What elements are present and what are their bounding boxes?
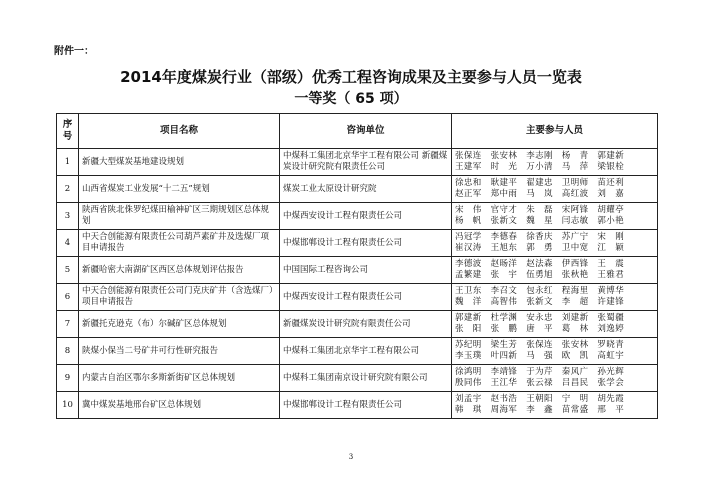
- table-row: [57, 338, 658, 365]
- participants-line: 徐鸿明 李靖锋 于为芹 秦风广 孙光辉: [455, 367, 625, 377]
- participants-line: 刘孟宇 赵书浩 王朝阳 宁 明 胡先霞: [455, 394, 625, 404]
- participants-line: 王建军 时 光 万小清 马 萍 梁银栓: [455, 162, 625, 172]
- table-row: [57, 365, 658, 392]
- table-row: [57, 284, 658, 311]
- table-row: [57, 311, 658, 338]
- participants-line: 冯冠学 李德春 徐香庆 苏广宁 宋 刚: [455, 232, 625, 242]
- row-number: 2: [57, 176, 79, 203]
- participants: [452, 392, 658, 419]
- participants: [452, 257, 658, 284]
- participants-line: 殷同伟 王江华 张云禄 吕昌民 张学会: [455, 378, 625, 388]
- project-name: 陕煤小保当二号矿井可行性研究报告: [79, 338, 280, 365]
- consulting-unit: 新疆煤炭设计研究院有限责任公司: [280, 311, 452, 338]
- row-number: 9: [57, 365, 79, 392]
- participants-line: 郭建新 杜学渊 安永忠 刘建新 张蜀疆: [455, 313, 625, 323]
- consulting-unit: 中国国际工程咨询公司: [280, 257, 452, 284]
- table-row: [57, 203, 658, 230]
- table-row: [57, 230, 658, 257]
- project-name: 冀中煤炭基地邢台矿区总体规划: [79, 392, 280, 419]
- row-number: 8: [57, 338, 79, 365]
- participants-line: 孟繁建 张 宇 伍勇旭 张秋艳 王雅君: [455, 270, 625, 280]
- project-name: 内蒙古自治区鄂尔多斯新街矿区总体规划: [79, 365, 280, 392]
- participants-line: 杨 帆 张新文 魏 星 闫志敏 郭小艳: [455, 216, 625, 226]
- participants-line: 李德波 赵旸洋 赵法森 伊西锋 王 震: [455, 259, 625, 269]
- row-number: 1: [57, 149, 79, 176]
- header-people: 主要参与人员: [452, 114, 658, 149]
- consulting-unit: 中煤邯郸设计工程有限责任公司: [280, 392, 452, 419]
- project-name: 新疆大型煤炭基地建设规划: [79, 149, 280, 176]
- table-row: [57, 176, 658, 203]
- participants-line: 张 阳 张 鹏 唐 平 葛 林 刘逸婷: [455, 324, 625, 334]
- consulting-unit: 中煤邯郸设计工程有限责任公司: [280, 230, 452, 257]
- page-subtitle: 一等奖（ 65 项）: [294, 91, 408, 107]
- project-name: 陕西省陕北侏罗纪煤田榆神矿区三期规划区总体规划: [79, 203, 280, 230]
- participants-line: 魏 洋 高智伟 张新文 李 超 许建锋: [455, 297, 625, 307]
- participants: [452, 149, 658, 176]
- consulting-unit: 煤炭工业太原设计研究院: [280, 176, 452, 203]
- consulting-unit: 中煤科工集团北京华宇工程有限公司: [280, 338, 452, 365]
- attachment-label: 附件一：: [54, 46, 94, 57]
- table-row: [57, 257, 658, 284]
- row-number: 4: [57, 230, 79, 257]
- project-name: 中天合创能源有限责任公司葫芦素矿井及选煤厂项目申请报告: [79, 230, 280, 257]
- row-number: 6: [57, 284, 79, 311]
- consulting-unit: 中煤西安设计工程有限责任公司: [280, 203, 452, 230]
- participants-line: 崔汉涛 王旭东 郭 勇 卫中宽 江 颖: [455, 243, 625, 253]
- participants: [452, 311, 658, 338]
- participants-line: 赵正军 郑中雨 马 岚 高红波 刘 嘉: [455, 189, 625, 199]
- header-project: 项目名称: [79, 114, 280, 149]
- participants: [452, 365, 658, 392]
- project-name: 中天合创能源有限责任公司门克庆矿井（含选煤厂）项目申请报告: [79, 284, 280, 311]
- awards-table: [56, 113, 658, 419]
- table-body: [57, 149, 658, 419]
- table-row: [57, 392, 658, 419]
- header-no: 序号: [57, 114, 79, 149]
- consulting-unit: 中煤科工集团南京设计研究院有限公司: [280, 365, 452, 392]
- page-title: 2014年度煤炭行业（部级）优秀工程咨询成果及主要参与人员一览表: [120, 68, 582, 86]
- project-name: 新疆托克逊克（布）尔碱矿区总体规划: [79, 311, 280, 338]
- row-number: 7: [57, 311, 79, 338]
- participants-line: 张保连 张安林 李志刚 杨 青 郭建新: [455, 151, 625, 161]
- header-unit: 咨询单位: [280, 114, 452, 149]
- participants-line: 苏纪明 梁生芳 张保连 张安林 罗晓青: [455, 340, 625, 350]
- consulting-unit: 中煤科工集团北京华宇工程有限公司 新疆煤炭设计研究院有限责任公司: [280, 149, 452, 176]
- project-name: 山西省煤炭工业发展“十二五”规划: [79, 176, 280, 203]
- table-row: [57, 149, 658, 176]
- participants-line: 韩 琪 周海军 李 鑫 苗常盛 邢 平: [455, 405, 625, 415]
- participants: [452, 284, 658, 311]
- participants: [452, 176, 658, 203]
- project-name: 新疆哈密大南湖矿区西区总体规划评估报告: [79, 257, 280, 284]
- row-number: 5: [57, 257, 79, 284]
- table-header-row: [57, 114, 658, 149]
- participants-line: 徐忠和 耿建平 翟建忠 卫明师 苗还利: [455, 178, 625, 188]
- participants-line: 王卫东 李召文 包永红 程海里 黄博华: [455, 286, 625, 296]
- page-number: 3: [348, 453, 354, 461]
- participants: [452, 203, 658, 230]
- participants: [452, 230, 658, 257]
- participants: [452, 338, 658, 365]
- participants-line: 宋 伟 官守才 朱 磊 宋阿锋 胡耀亭: [455, 205, 625, 215]
- consulting-unit: 中煤西安设计工程有限责任公司: [280, 284, 452, 311]
- row-number: 10: [57, 392, 79, 419]
- participants-line: 李玉璞 叶四新 马 强 欧 凯 高虹宇: [455, 351, 625, 361]
- row-number: 3: [57, 203, 79, 230]
